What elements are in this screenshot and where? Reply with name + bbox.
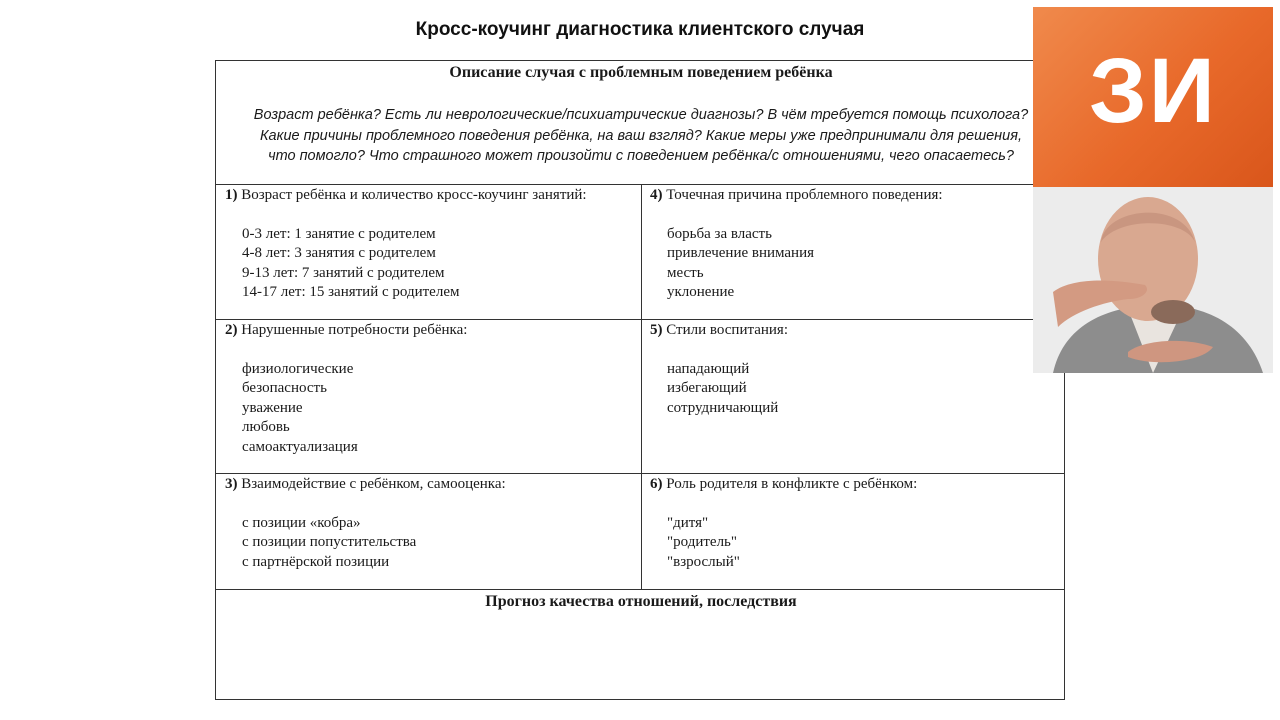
- divider: [216, 184, 1064, 185]
- checkbox-option[interactable]: 14-17 лет: 15 занятий с родителем: [242, 284, 460, 300]
- presenter-illustration: [1033, 187, 1273, 373]
- logo-text: ЗИ: [1089, 40, 1217, 142]
- description-title: Описание случая с проблемным поведением ребёнка: [449, 64, 833, 81]
- description-questions: [216, 105, 1066, 167]
- section-heading: Нарушенные потребности ребёнка:: [241, 322, 468, 338]
- section-heading: Точечная причина проблемного поведения:: [666, 187, 943, 203]
- checkbox-option[interactable]: 4-8 лет: 3 занятия с родителем: [242, 245, 436, 261]
- divider: [216, 589, 1064, 590]
- checkbox-option[interactable]: сотрудничающий: [667, 399, 779, 416]
- brand-logo: [1033, 7, 1273, 187]
- checkbox-option[interactable]: "взрослый": [667, 553, 740, 570]
- description-line: Возраст ребёнка? Есть ли неврологические/психиатрические диагнозы? В чём требуется помощь психолога?: [253, 107, 1029, 123]
- page-title: Кросс-коучинг диагностика клиентского случая: [415, 19, 865, 40]
- column-divider: [641, 184, 642, 589]
- checkbox-option[interactable]: уклонение: [667, 284, 735, 300]
- divider: [216, 473, 1064, 474]
- checkbox-option[interactable]: нападающий: [667, 360, 750, 377]
- checkbox-option[interactable]: с позиции попустительства: [242, 534, 417, 550]
- section-needs: [225, 321, 467, 457]
- checkbox-option[interactable]: самоактуализация: [242, 438, 358, 455]
- section-heading: Роль родителя в конфликте с ребёнком:: [666, 476, 918, 492]
- section-parent-role: [650, 475, 917, 572]
- section-number: 6): [650, 476, 663, 492]
- section-number: 2): [225, 322, 238, 338]
- section-number: 4): [650, 187, 663, 203]
- section-number: 5): [650, 322, 663, 338]
- section-heading: Взаимодействие с ребёнком, самооценка:: [241, 476, 506, 492]
- checkbox-option[interactable]: с позиции «кобра»: [242, 514, 361, 531]
- section-styles: [650, 321, 788, 418]
- checkbox-option[interactable]: привлечение внимания: [667, 245, 815, 261]
- checkbox-option[interactable]: физиологические: [242, 360, 354, 377]
- section-number: 3): [225, 476, 238, 492]
- checkbox-option[interactable]: борьба за власть: [667, 225, 772, 242]
- checkbox-option[interactable]: месть: [667, 264, 704, 281]
- section-heading: Стили воспитания:: [666, 322, 788, 338]
- section-cause: [650, 186, 943, 303]
- checkbox-option[interactable]: уважение: [242, 399, 303, 416]
- section-age: [225, 186, 587, 303]
- checkbox-option[interactable]: "дитя": [667, 514, 709, 531]
- checkbox-option[interactable]: любовь: [242, 419, 290, 435]
- description-line: что помогло? Что страшного может произойти с поведением ребёнка/с отношениями, чего опасаетесь?: [268, 148, 1014, 164]
- forecast-title: Прогноз качества отношений, последствия: [485, 593, 797, 610]
- checkbox-option[interactable]: 9-13 лет: 7 занятий с родителем: [242, 264, 445, 281]
- section-heading: Возраст ребёнка и количество кросс-коучинг занятий:: [241, 187, 587, 203]
- section-number: 1): [225, 187, 238, 203]
- checkbox-option[interactable]: "родитель": [667, 534, 738, 550]
- presenter-video: [1033, 187, 1273, 373]
- checkbox-option[interactable]: с партнёрской позиции: [242, 553, 390, 570]
- checkbox-option[interactable]: безопасность: [242, 380, 327, 396]
- description-line: Какие причины проблемного поведения ребёнка, на ваш взгляд? Какие меры уже предпринимали для решения,: [259, 127, 1022, 144]
- divider: [216, 319, 1064, 320]
- checkbox-option[interactable]: избегающий: [667, 380, 747, 396]
- diagnostic-form: [215, 60, 1065, 700]
- section-interaction: [225, 475, 506, 572]
- checkbox-option[interactable]: 0-3 лет: 1 занятие с родителем: [242, 225, 436, 242]
